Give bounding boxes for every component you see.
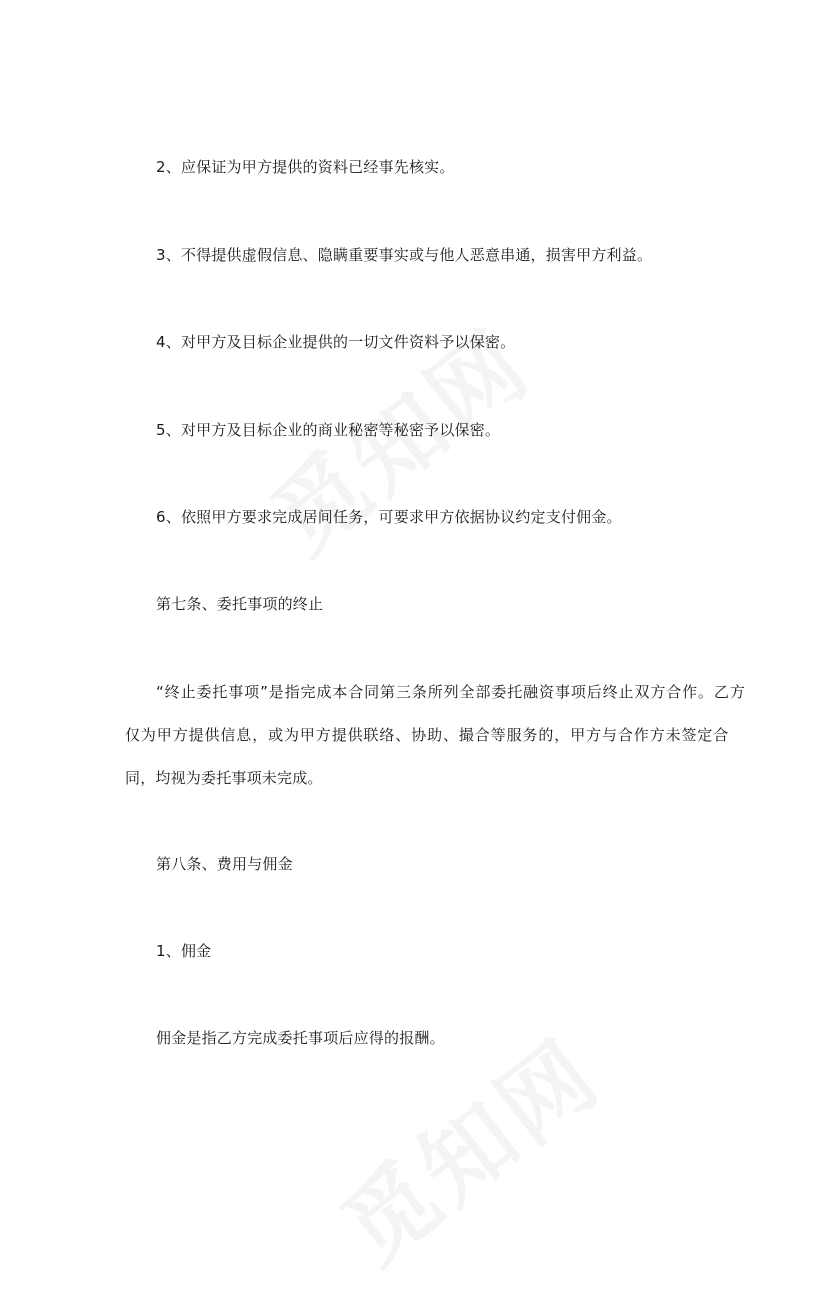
- commission-definition: 佣金是指乙方完成委托事项后应得的报酬。: [156, 1029, 445, 1047]
- sub-item-commission: 1、佣金: [156, 942, 212, 960]
- article-7-body-line-1: “终止委托事项”是指完成本合同第三条所列全部委托融资事项后终止双方合作。乙方: [156, 683, 746, 701]
- list-item-2: 2、应保证为甲方提供的资料已经事先核实。: [156, 158, 455, 176]
- article-7-body-line-3: 同，均视为委托事项未完成。: [125, 769, 323, 787]
- list-item-5: 5、对甲方及目标企业的商业秘密等秘密予以保密。: [156, 421, 501, 439]
- list-item-6: 6、依照甲方要求完成居间任务，可要求甲方依据协议约定支付佣金。: [156, 508, 622, 526]
- article-7-body-line-2: 仅为甲方提供信息，或为甲方提供联络、协助、撮合等服务的，甲方与合作方未签定合: [125, 726, 730, 744]
- article-8-heading: 第八条、费用与佣金: [156, 855, 293, 873]
- list-item-4: 4、对甲方及目标企业提供的一切文件资料予以保密。: [156, 333, 516, 351]
- article-7-heading: 第七条、委托事项的终止: [156, 595, 324, 613]
- list-item-3: 3、不得提供虚假信息、隐瞒重要事实或与他人恶意串通，损害甲方利益。: [156, 246, 653, 264]
